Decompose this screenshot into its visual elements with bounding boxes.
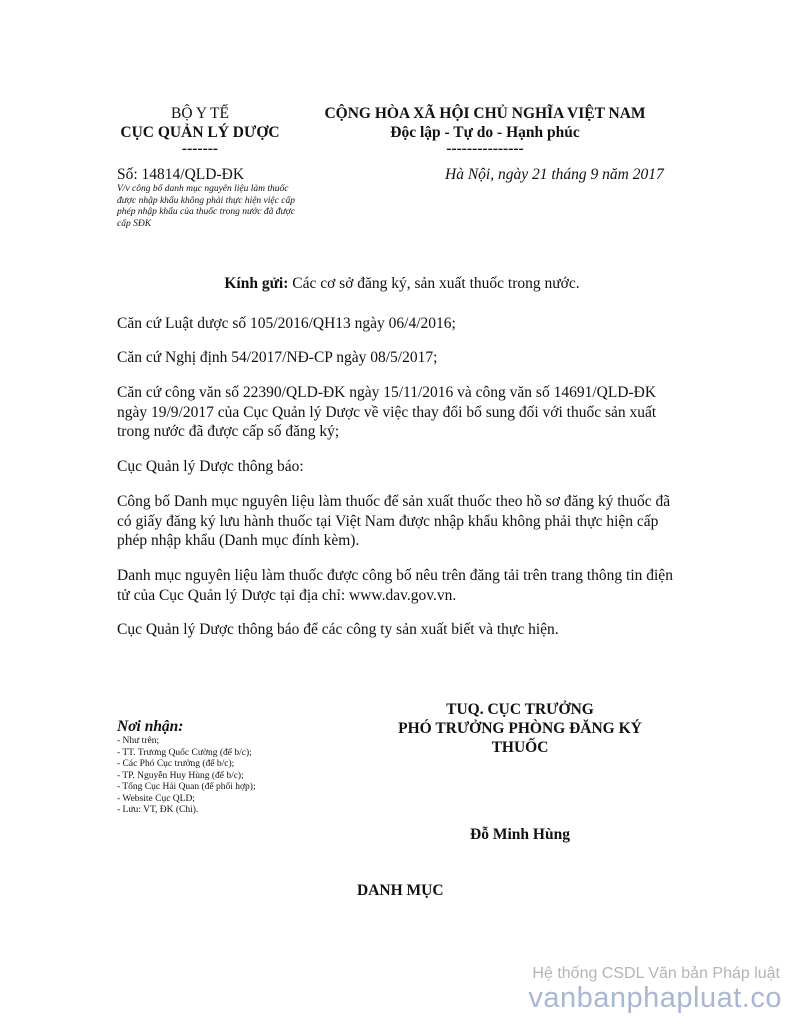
recipients-block (117, 718, 317, 817)
signer-name: Đỗ Minh Hùng (470, 826, 570, 843)
signature-block (365, 700, 675, 757)
signature-title-2: PHÓ TRƯỞNG PHÒNG ĐĂNG KÝ (398, 720, 642, 737)
recipient-item: - Lưu: VT, ĐK (Chi). (117, 805, 199, 815)
body-paragraph: Công bố Danh mục nguyên liệu làm thuốc để sản xuất thuốc theo hồ sơ đăng ký thuốc đã có giấy đăng ký lưu hành thuốc tại Việt Nam được nhập khẩu không phải thực hiện cấp phép nhập khẩu (Danh mục đính kèm). (117, 493, 671, 549)
body-paragraph: Căn cứ Luật dược số 105/2016/QH13 ngày 06/4/2016; (117, 315, 456, 332)
body-paragraph: Cục Quản lý Dược thông báo: (117, 458, 304, 475)
watermark-site: vanbanphapluat.co (528, 982, 782, 1014)
issuer-block (105, 104, 295, 156)
agency-divider: ------- (181, 140, 219, 157)
agency-name: CỤC QUẢN LÝ DƯỢC (120, 124, 280, 141)
watermark-caption: Hệ thống CSDL Văn bản Pháp luật (532, 965, 780, 982)
motto-divider: --------------- (446, 140, 524, 157)
body-paragraph: Căn cứ Nghị định 54/2017/NĐ-CP ngày 08/5/2017; (117, 349, 438, 366)
recipient-item: - Các Phó Cục trưởng (để b/c); (117, 759, 235, 769)
body-paragraph: Danh mục nguyên liệu làm thuốc được công bố nêu trên đăng tải trên trang thông tin điện tử của Cục Quản lý Dược tại địa chỉ: www.dav.gov.vn. (117, 567, 673, 604)
recipient-item: - Tổng Cục Hải Quan (để phối hợp); (117, 782, 256, 792)
signature-title-3: THUỐC (491, 739, 549, 756)
motto: Độc lập - Tự do - Hạnh phúc (390, 124, 580, 141)
recipient-item: - TP. Nguyễn Huy Hùng (để b/c); (117, 770, 244, 781)
recipient-item: - TT. Trương Quốc Cường (để b/c); (117, 747, 252, 758)
addressee-line (117, 275, 687, 293)
ministry-name: BỘ Y TẾ (171, 105, 229, 122)
nation-block (310, 104, 660, 156)
addressee-label: Kính gửi: (224, 275, 289, 292)
nation-name: CỘNG HÒA XÃ HỘI CHỦ NGHĨA VIỆT NAM (324, 105, 646, 122)
recipient-item: - Website Cục QLD; (117, 793, 195, 804)
recipient-item: - Như trên; (117, 736, 160, 746)
doc-subject: V/v công bố danh mục nguyên liệu làm thuốc được nhập khẩu không phải thực hiện việc cấp phép nhập khẩu của thuốc trong nước đã được cấp SĐK (117, 184, 295, 229)
recipients-list (117, 736, 317, 817)
appendix-title: DANH MỤC (357, 882, 444, 899)
body-paragraph: Cục Quản lý Dược thông báo để các công ty sản xuất biết và thực hiện. (117, 621, 559, 638)
doc-ref-block (117, 165, 297, 230)
doc-number: Số: 14814/QLD-ĐK (117, 166, 245, 183)
recipients-title: Nơi nhận: (117, 718, 184, 735)
place-date: Hà Nội, ngày 21 tháng 9 năm 2017 (445, 166, 664, 183)
addressee-text: Các cơ sở đăng ký, sản xuất thuốc trong nước. (288, 275, 580, 292)
signature-title-1: TUQ. CỤC TRƯỞNG (446, 701, 594, 718)
body-paragraph: Căn cứ công văn số 22390/QLD-ĐK ngày 15/11/2016 và công văn số 14691/QLD-ĐK ngày 19/9/2017 của Cục Quản lý Dược về việc thay đổi bổ sung đối với thuốc sản xuất trong nước đã được cấp số đăng ký; (117, 384, 657, 440)
